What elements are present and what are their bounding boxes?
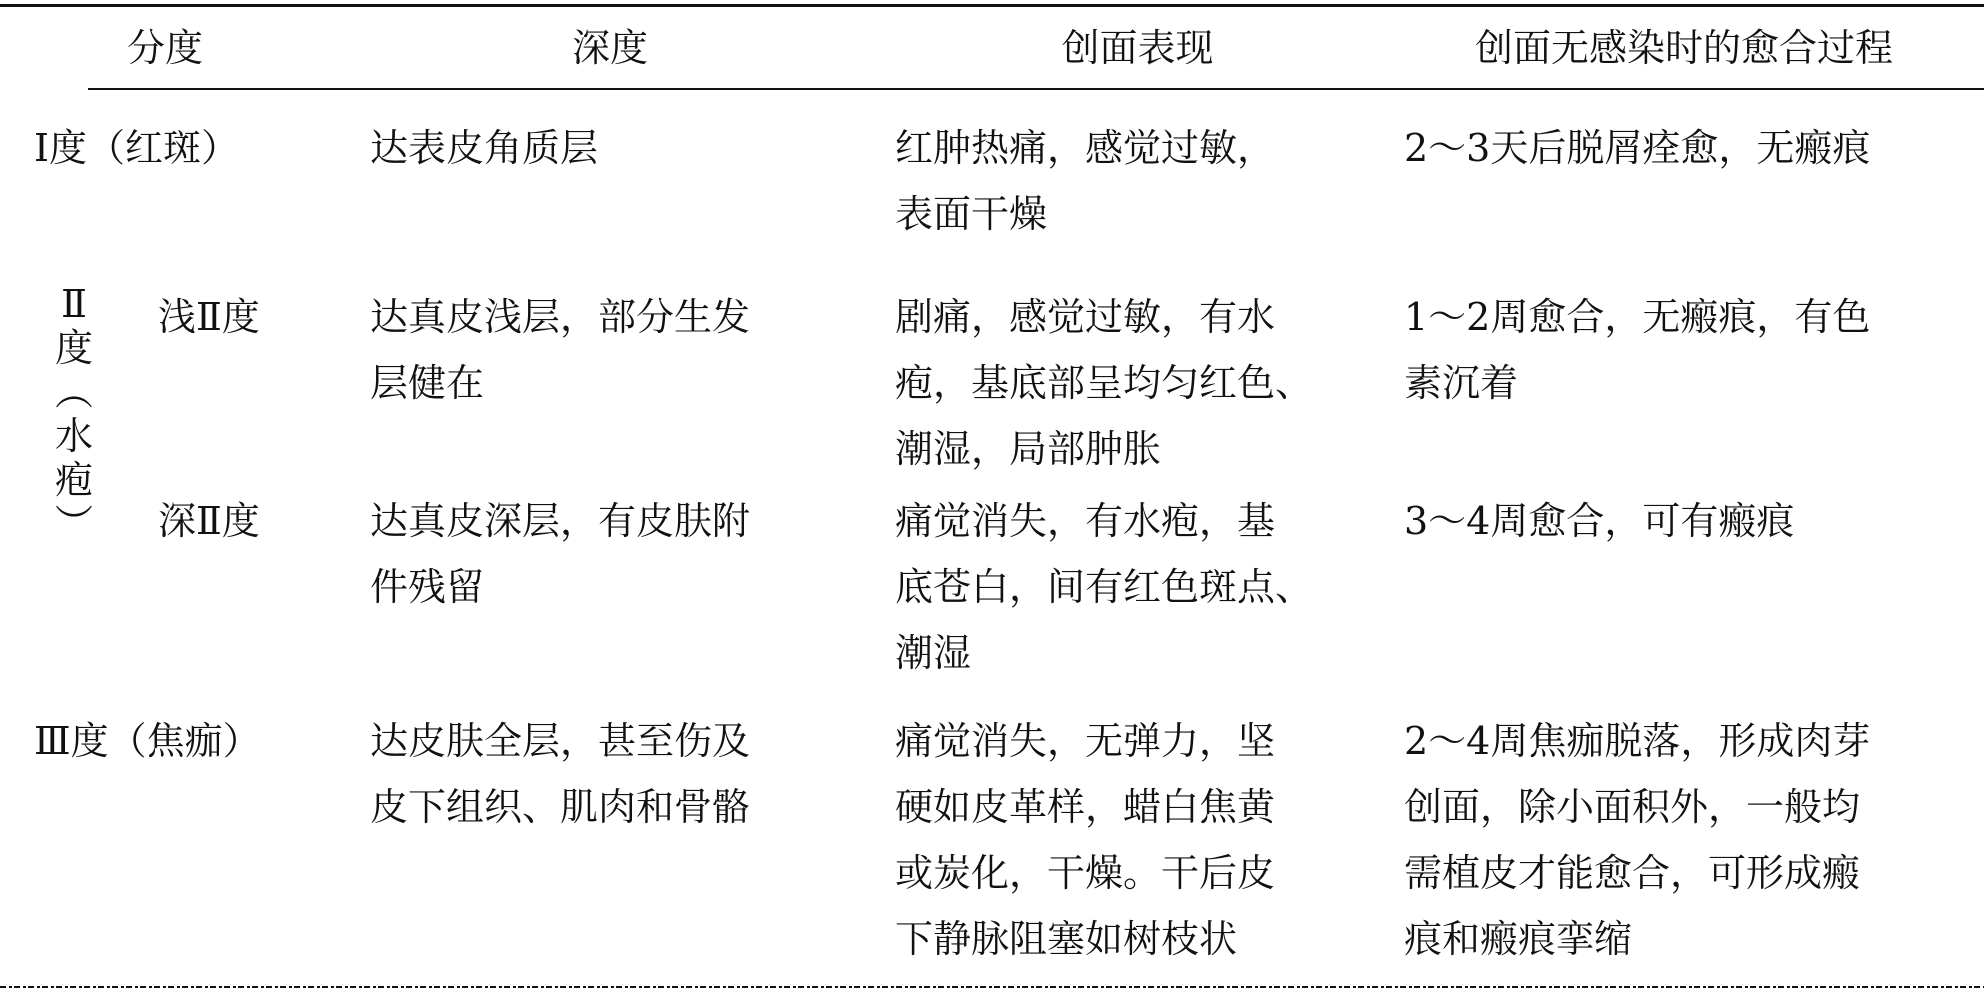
row-2-depth: 达真皮浅层，部分生发 层健在 (370, 295, 751, 405)
row-1-depth: 达表皮角质层 (370, 126, 599, 170)
row-2-subgrade: 浅Ⅱ度 (158, 295, 260, 339)
row-4-appearance: 痛觉消失，无弹力，坚 硬如皮革样，蜡白焦黄 或炭化，干燥。干后皮 下静脉阻塞如树枝状 (895, 719, 1276, 961)
row-4-grade: Ⅲ度（焦痂） (34, 719, 261, 763)
row-3-subgrade: 深Ⅱ度 (158, 499, 260, 543)
row-group-grade-ii-label: Ⅱ 度 ︵ 水 疱 ︶ (54, 282, 93, 546)
header-rule (88, 88, 1984, 90)
row-4-healing: 2～4周焦痂脱落，形成肉芽 创面，除小面积外，一般均 需植皮才能愈合，可形成瘢 痕和瘢痕挛缩 (1404, 719, 1871, 961)
header-healing-process: 创面无感染时的愈合过程 (1474, 26, 1893, 70)
row-2-appearance: 剧痛，感觉过敏，有水 疱，基底部呈均匀红色、 潮湿，局部肿胀 (895, 295, 1314, 471)
header-depth: 深度 (571, 26, 648, 70)
header-grade: 分度 (126, 26, 203, 70)
row-4-depth: 达皮肤全层，甚至伤及 皮下组织、肌肉和骨骼 (370, 719, 751, 829)
row-1-healing: 2～3天后脱屑痊愈，无瘢痕 (1404, 126, 1871, 170)
row-3-healing: 3～4周愈合，可有瘢痕 (1404, 499, 1795, 543)
header-wound-appearance: 创面表现 (1061, 26, 1214, 70)
row-2-healing: 1～2周愈合，无瘢痕，有色 素沉着 (1404, 295, 1871, 405)
top-rule (0, 4, 1984, 7)
row-3-depth: 达真皮深层，有皮肤附 件残留 (370, 499, 751, 609)
bottom-rule (0, 986, 1984, 988)
row-1-appearance: 红肿热痛，感觉过敏， 表面干燥 (895, 126, 1276, 236)
row-3-appearance: 痛觉消失，有水疱，基 底苍白，间有红色斑点、 潮湿 (895, 499, 1314, 675)
row-1-grade: Ⅰ度（红斑） (34, 126, 240, 170)
